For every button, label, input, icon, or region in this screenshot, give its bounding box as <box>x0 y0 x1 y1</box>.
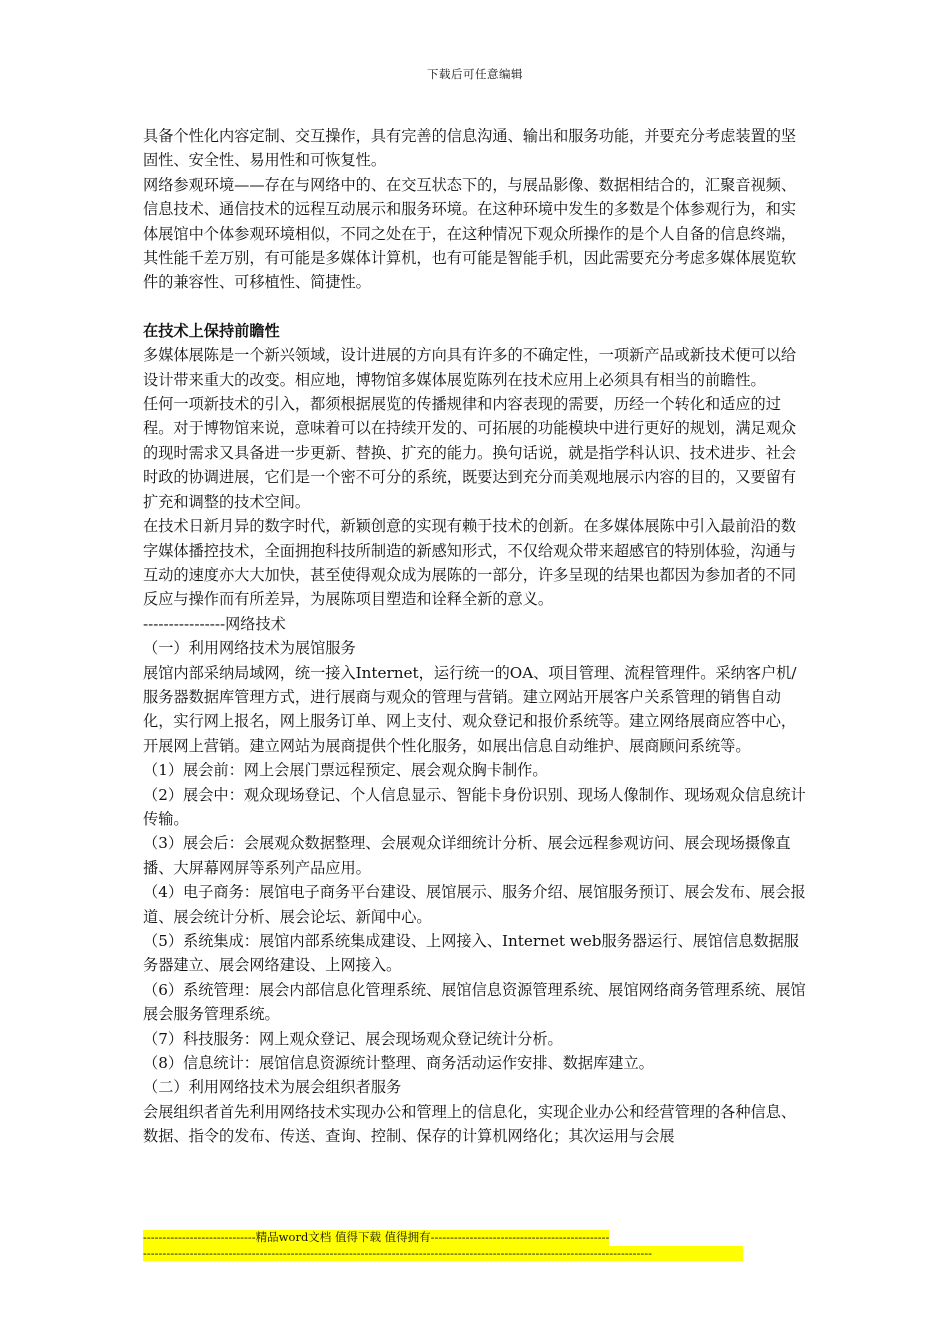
document-body <box>143 124 808 1149</box>
paragraph: 具备个性化内容定制、交互操作，具有完善的信息沟通、输出和服务功能，并要充分考虑装置的坚固性、安全性、易用性和可恢复性。 <box>143 127 797 170</box>
paragraph: 网络参观环境——存在与网络中的、在交互状态下的，与展品影像、数据相结合的，汇聚音视频、信息技术、通信技术的远程互动展示和服务环境。在这种环境中发生的多数是个体参观行为，和实体展馆中个体参观环境相似，不同之处在于，在这种情况下观众所操作的是个人自备的信息终端，其性能千差万别，有可能是多媒体计算机，也有可能是智能手机，因此需要充分考虑多媒体展览软件的兼容性、可移植性、简捷性。 <box>143 175 797 292</box>
list-item: （5）系统集成：展馆内部系统集成建设、上网接入、Internet web服务器运行、展馆信息数据服务器建立、展会网络建设、上网接入。 <box>143 932 799 975</box>
paragraph: 会展组织者首先利用网络技术实现办公和管理上的信息化，实现企业办公和经营管理的各种信息、数据、指令的发布、传送、查询、控制、保存的计算机网络化；其次运用与会展 <box>143 1102 797 1146</box>
list-item: （8）信息统计：展馆信息资源统计整理、商务活动运作安排、数据库建立。 <box>143 1054 654 1073</box>
list-item: （1）展会前：网上会展门票远程预定、展会观众胸卡制作。 <box>143 761 548 780</box>
list-item: （2）展会中：观众现场登记、个人信息显示、智能卡身份识别、现场人像制作、现场观众信息统计传输。 <box>143 785 806 828</box>
subsection-title: （二）利用网络技术为展会组织者服务 <box>143 1078 402 1097</box>
list-item: （7）科技服务：网上观众登记、展会现场观众登记统计分析。 <box>143 1029 563 1048</box>
list-item: （6）系统管理：展会内部信息化管理系统、展馆信息资源管理系统、展馆网络商务管理系统、展馆展会服务管理系统。 <box>143 980 806 1024</box>
section-divider-title: ----------------网络技术 <box>143 614 286 633</box>
paragraph: 在技术日新月异的数字时代，新颖创意的实现有赖于技术的创新。在多媒体展陈中引入最前沿的数字媒体播控技术，全面拥抱科技所制造的新感知形式，不仅给观众带来超感官的特别体验，沟通与互动的速度亦大大加快，甚至使得观众成为展陈的一部分，许多呈现的结果也都因为参加者的不同反应与操作而有所差异，为展陈项目塑造和诠释全新的意义。 <box>143 517 797 609</box>
section-heading: 在技术上保持前瞻性 <box>143 321 280 340</box>
list-item: （4）电子商务：展馆电子商务平台建设、展馆展示、服务介绍、展馆服务预订、展会发布、展会报道、展会统计分析、展会论坛、新闻中心。 <box>143 883 806 926</box>
paragraph: 任何一项新技术的引入，都须根据展览的传播规律和内容表现的需要，历经一个转化和适应的过程。对于博物馆来说，意味着可以在持续开发的、可拓展的功能模块中进行更好的规划，满足观众的现时需求又具备进一步更新、替换、扩充的能力。换句话说，就是指学科认识、技术进步、社会时政的协调进展，它们是一个密不可分的系统，既要达到充分而美观地展示内容的目的，又要留有扩充和调整的技术空间。 <box>143 395 797 511</box>
paragraph: 多媒体展陈是一个新兴领域，设计进展的方向具有许多的不确定性，一项新产品或新技术便可以给设计带来重大的改变。相应地，博物馆多媒体展览陈列在技术应用上必须具有相当的前瞻性。 <box>143 346 797 389</box>
footer-divider: ----------------------------------------------------------------------------------------------------------------------------------- <box>143 1246 743 1262</box>
footer-banner: -----------------------------精品word文档 值得下载 值得拥有---------------------------------------------- <box>143 1230 610 1244</box>
subsection-title: （一）利用网络技术为展馆服务 <box>143 639 356 658</box>
page-footer <box>143 1230 743 1261</box>
page-header: 下载后可任意编辑 <box>427 67 523 81</box>
list-item: （3）展会后：会展观众数据整理、会展观众详细统计分析、展会远程参观访问、展会现场摄像直播、大屏幕网屏等系列产品应用。 <box>143 834 791 877</box>
paragraph: 展馆内部采纳局域网，统一接入Internet，运行统一的OA、项目管理、流程管理件。采纳客户机/服务器数据库管理方式，进行展商与观众的管理与营销。建立网站开展客户关系管理的销售自动化，实行网上报名，网上服务订单、网上支付、观众登记和报价系统等。建立网络展商应答中心，开展网上营销。建立网站为展商提供个性化服务，如展出信息自动维护、展商顾问系统等。 <box>143 663 797 755</box>
